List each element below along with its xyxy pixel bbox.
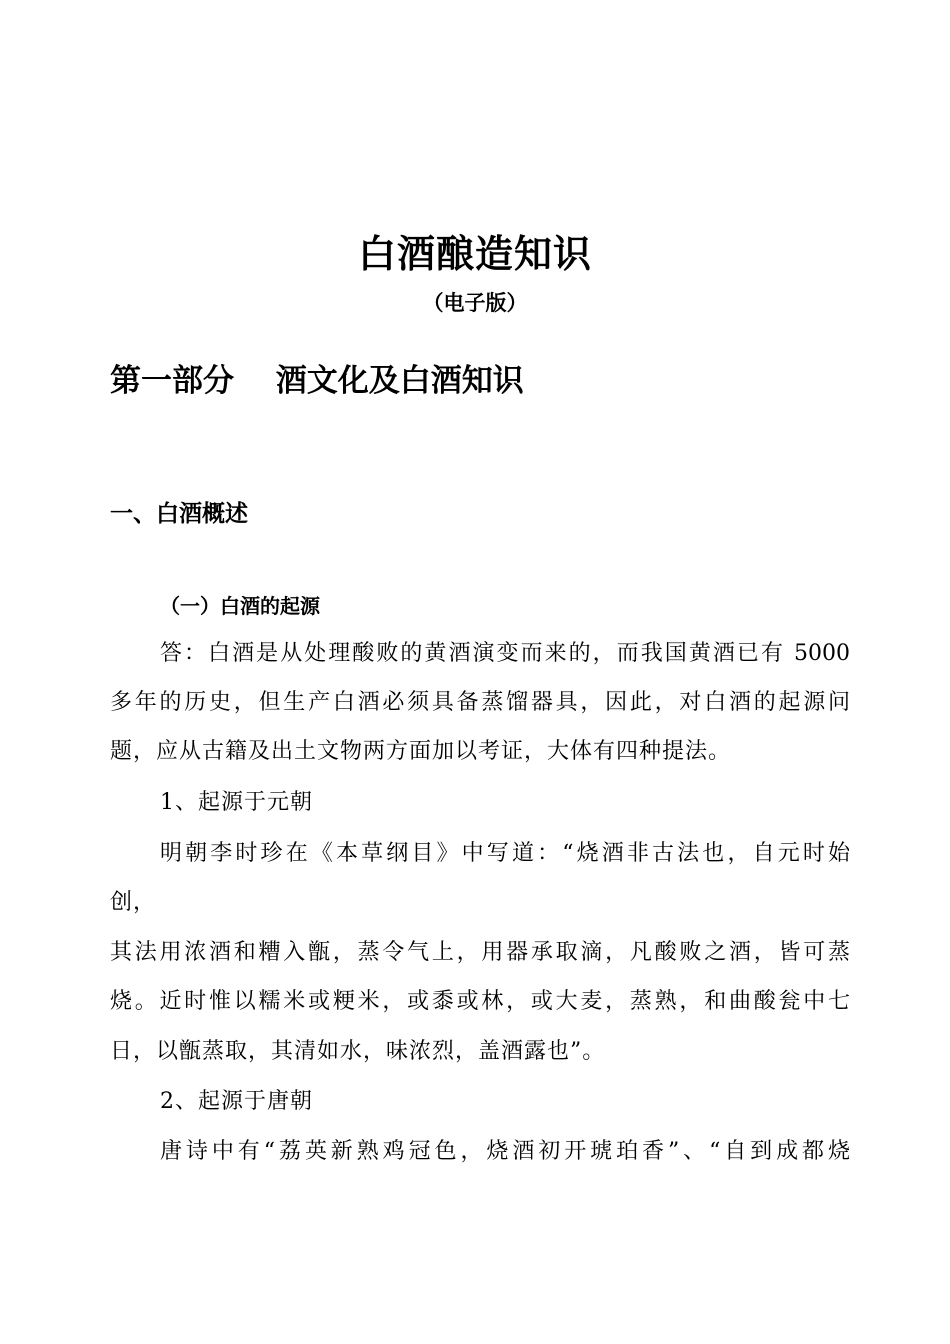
paragraph-line: 唐诗中有“荔英新熟鸡冠色，烧酒初开琥珀香”、“自到成都烧: [160, 1139, 850, 1164]
paragraph-line: 烧。近时惟以糯米或粳米，或黍或林，或大麦，蒸熟，和曲酸瓮中七: [110, 989, 850, 1014]
paragraph-line: 创，: [110, 890, 157, 915]
paragraph-line: 明朝李时珍在《本草纲目》中写道：“烧酒非古法也，自元时始: [160, 841, 850, 866]
paragraph-line: 题，应从古籍及出土文物两方面加以考证，大体有四种提法。: [110, 739, 732, 764]
paragraph-line: 答：白酒是从处理酸败的黄酒演变而来的，而我国黄酒已有 5000: [160, 641, 850, 666]
list-item-heading: 2、起源于唐朝: [160, 1089, 313, 1114]
paragraph-line: 多年的历史，但生产白酒必须具备蒸馏器具，因此，对白酒的起源问: [110, 690, 850, 715]
subsection-heading: （一）白酒的起源: [160, 594, 320, 618]
part-heading: 第一部分 酒文化及白酒知识: [110, 363, 524, 399]
section-heading: 一、白酒概述: [110, 501, 248, 527]
document-title: 白酒酿造知识: [357, 232, 592, 276]
document-subtitle: （电子版）: [422, 291, 528, 315]
paragraph-line: 其法用浓酒和糟入甑，蒸令气上，用器承取滴，凡酸败之酒，皆可蒸: [110, 940, 850, 965]
paragraph-line: 日，以甑蒸取，其清如水，味浓烈，盖酒露也”。: [110, 1039, 606, 1064]
list-item-heading: 1、起源于元朝: [160, 790, 313, 815]
